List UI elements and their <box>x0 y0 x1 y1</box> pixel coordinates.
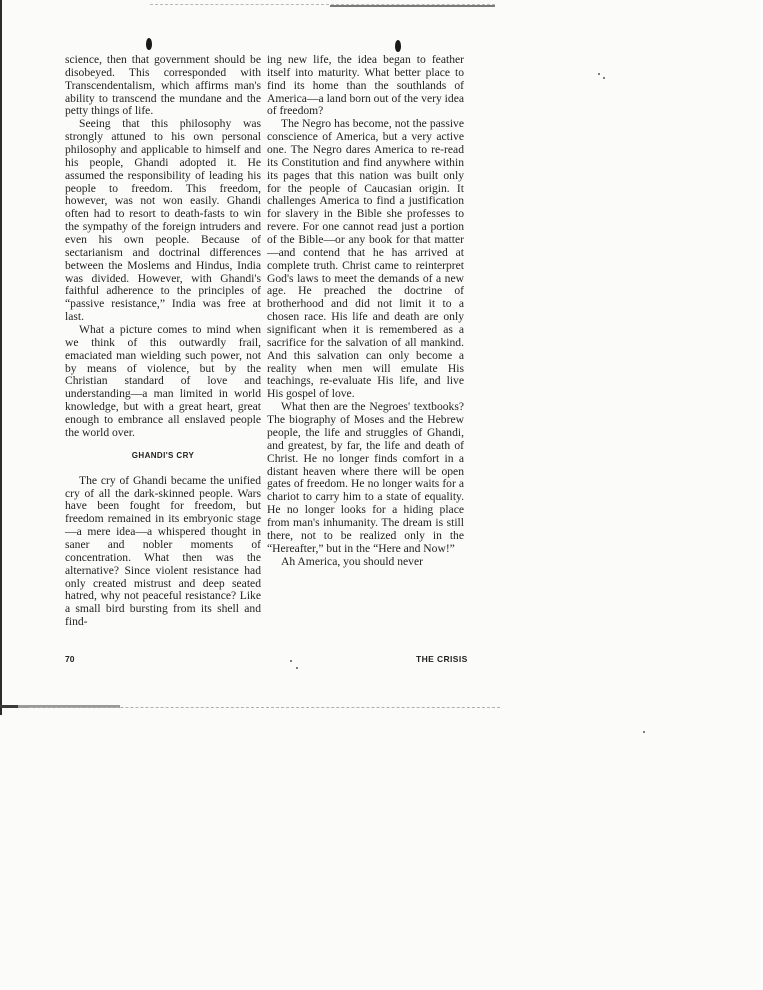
paragraph: Seeing that this philosophy was strongly attuned to his own personal philosophy and applicable to himself and his people, Ghandi adopted it. He assumed the responsibility of leading his people to freedom. This freedom, however, was not won easily. Ghandi often had to resort to death-fasts to win the sympathy of the foreign intruders and even his own people. Because of sectarianism and doctrinal differences between the Moslems and Hindus, India was divided. However, with Ghandi's faithful adherence to the principles of “passive resistance,” India was free at last. <box>65 117 261 324</box>
paragraph: What a picture comes to mind when we think of this outwardly frail, emaciated man wielding such power, not by means of violence, but by the Christian standard of love and understanding—a man limited in world knowledge, but with a great heart, great enough to embrance all enslaved people the world over. <box>65 323 261 439</box>
paragraph: ing new life, the idea began to feather itself into maturity. What better place to find its home than the southlands of America—a land born out of the very idea of freedom? <box>267 53 464 118</box>
paragraph: Ah America, you should never <box>281 554 423 568</box>
scan-speck <box>290 660 292 662</box>
page-number: 70 <box>65 654 75 664</box>
section-heading: GHANDI'S CRY <box>131 450 195 460</box>
article-column-left <box>65 54 261 629</box>
scan-left-edge <box>0 0 2 715</box>
paragraph: science, then that government should be disobeyed. This corresponded with Transcendentalism, which affirms man's ability to transcend the mundane and the petty things of life. <box>65 53 261 118</box>
scan-artifact-top-rule <box>330 5 495 7</box>
article-column-right <box>267 54 464 568</box>
punch-mark-right <box>395 40 401 52</box>
paragraph: What then are the Negroes' textbooks? The biography of Moses and the Hebrew people, the life and struggles of Ghandi, and greatest, by far, the life and death of Christ. He no longer finds comfort in a distant heaven where there will be open gates of freedom. He no longer waits for a chariot to carry him to a state of equality. He no longer looks for a hiding place from man's inhumanity. The dream is still there, not to be realized only in the “Hereafter,” but in the “Here and Now!” <box>267 400 464 555</box>
paragraph: The Negro has become, not the passive conscience of America, but a very active one. The Negro dares America to re-read its Constitution and find anywhere within its pages that this nation was built only for the people of Caucasian origin. It challenges America to find a justification for slavery in the Bible she professes to revere. For one cannot read just a portion of the Bible—or any book for that matter—and contend that he has arrived at complete truth. Christ came to reinterpret God's laws to meet the demands of a new age. He preached the doctrine of brotherhood and did not limit it to a chosen race. His life and death are only significant when it is remembered as a sacrifice for the salvation of all mankind. And this salvation can only become a reality when men will emulate His teachings, re-evaluate His life, and live His gospel of love. <box>267 117 464 401</box>
punch-mark-left <box>146 38 152 50</box>
paragraph: The cry of Ghandi became the unified cry of all the dark-skinned people. Wars have been fought for freedom, but freedom remained in its embryonic stage—a mere idea—a whispered thought in saner and nobler moments of concentration. What then was the alternative? Since violent resistance had only created mistrust and deep seated hatred, why not peaceful resistance? Like a small bird bursting from its shell and find- <box>65 473 261 629</box>
scan-speck <box>643 731 645 733</box>
running-title: THE CRISIS <box>416 654 468 664</box>
scan-speck <box>296 667 298 669</box>
scan-speck <box>598 73 600 75</box>
scan-speck <box>603 77 605 79</box>
scan-artifact-bottom-dashed <box>30 707 500 708</box>
